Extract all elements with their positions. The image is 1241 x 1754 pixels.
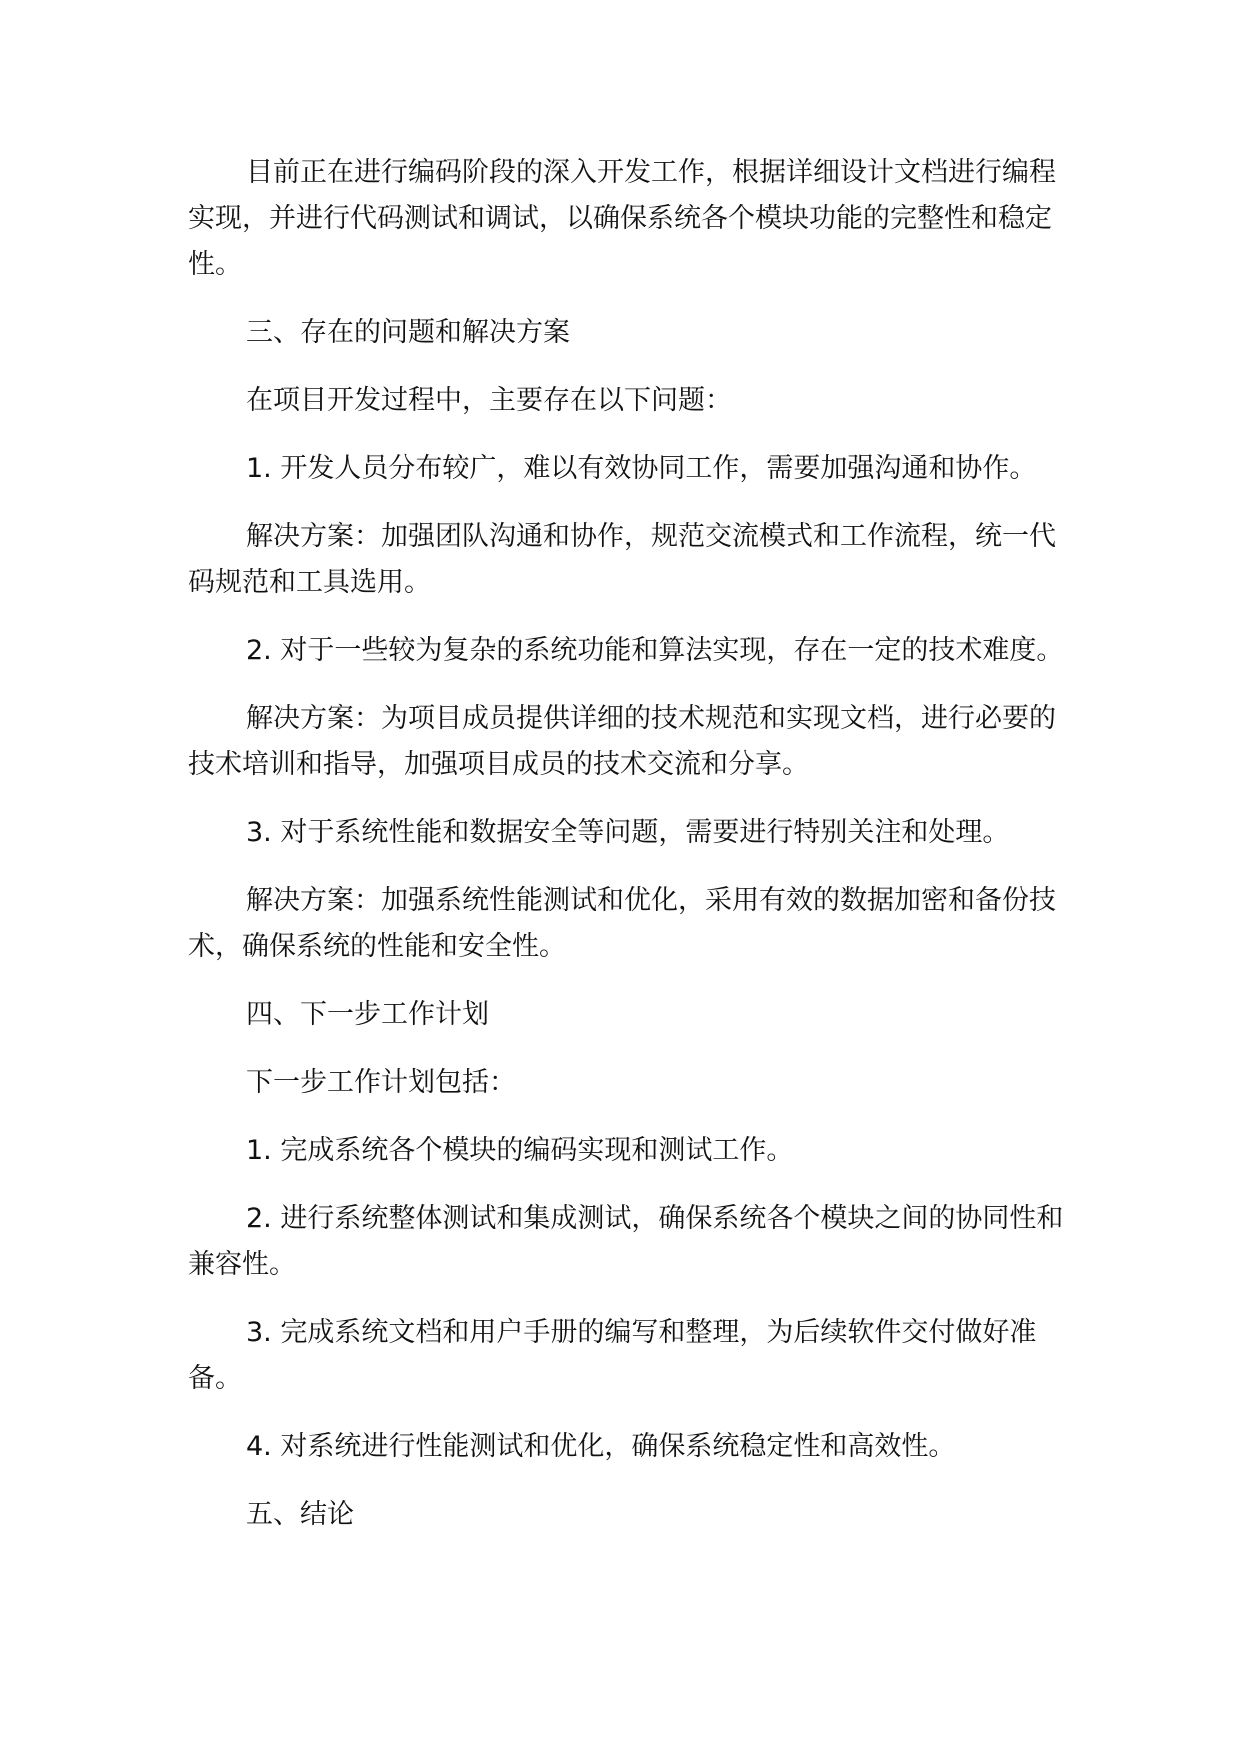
plan-item-4: 4. 对系统进行性能测试和优化，确保系统稳定性和高效性。 [246,1431,956,1462]
document-body [188,150,1073,1560]
solution-item-1: 解决方案：加强团队沟通和协作，规范交流模式和工作流程，统一代码规范和工具选用。 [188,521,1056,598]
section-heading-problems: 三、存在的问题和解决方案 [246,317,570,348]
plan-item-3: 3. 完成系统文档和用户手册的编写和整理，为后续软件交付做好准备。 [188,1317,1037,1394]
section-heading-next-plan: 四、下一步工作计划 [246,999,489,1030]
plan-item-1: 1. 完成系统各个模块的编码实现和测试工作。 [246,1135,794,1166]
section-heading-conclusion: 五、结论 [246,1499,354,1530]
problem-item-1: 1. 开发人员分布较广，难以有效协同工作，需要加强沟通和协作。 [246,453,1037,484]
solution-item-3: 解决方案：加强系统性能测试和优化，采用有效的数据加密和备份技术，确保系统的性能和安全性。 [188,885,1056,962]
solution-item-2: 解决方案：为项目成员提供详细的技术规范和实现文档，进行必要的技术培训和指导，加强项目成员的技术交流和分享。 [188,703,1056,780]
problem-item-2: 2. 对于一些较为复杂的系统功能和算法实现，存在一定的技术难度。 [246,635,1064,666]
paragraph-plan-intro: 下一步工作计划包括： [246,1067,516,1098]
paragraph-problems-intro: 在项目开发过程中，主要存在以下问题： [246,385,732,416]
plan-item-2: 2. 进行系统整体测试和集成测试，确保系统各个模块之间的协同性和兼容性。 [188,1203,1064,1280]
problem-item-3: 3. 对于系统性能和数据安全等问题，需要进行特别关注和处理。 [246,817,1010,848]
paragraph-current-work: 目前正在进行编码阶段的深入开发工作，根据详细设计文档进行编程实现，并进行代码测试和调试，以确保系统各个模块功能的完整性和稳定性。 [188,157,1056,280]
